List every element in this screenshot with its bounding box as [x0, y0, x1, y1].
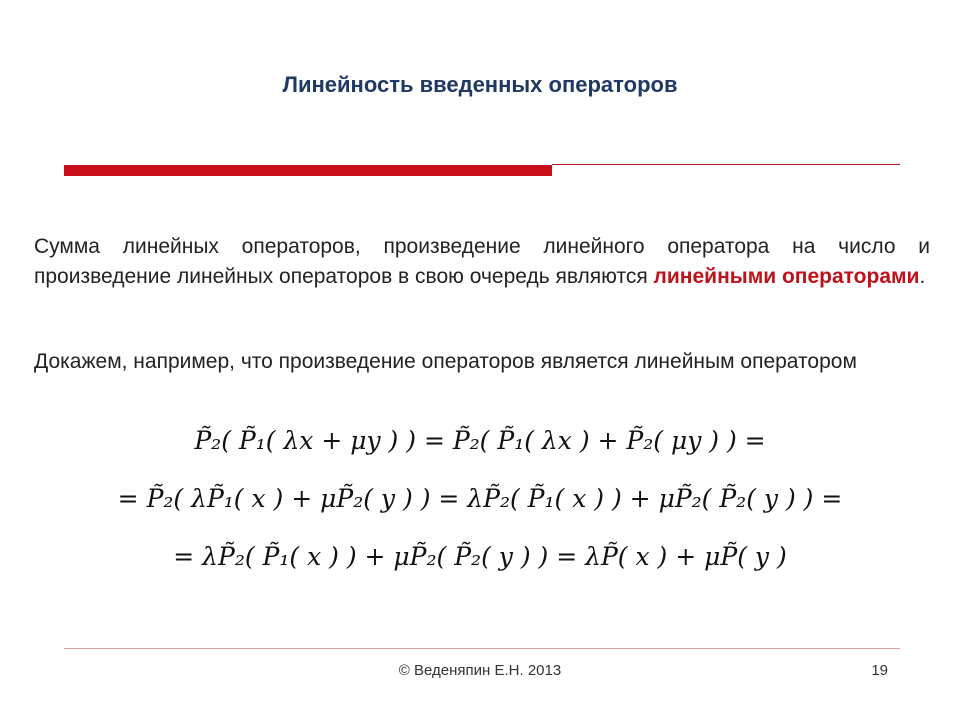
paragraph1-end: .: [919, 265, 926, 288]
title-underline-thick: [64, 165, 552, 176]
formula-line-2: = P̃₂( λP̃₁( x ) + μP̃₂( y ) ) = λP̃₂( P̃₁( x ) ) + μP̃₂( P̃₂( y ) ) =: [117, 484, 843, 513]
paragraph-linearity-statement: [34, 232, 930, 292]
page-number: 19: [871, 662, 888, 679]
highlighted-term: линейными операторами: [653, 265, 920, 288]
formula-line-1: P̃₂( P̃₁( λx + μy ) ) = P̃₂( P̃₁( λx ) + P̃₂( μy ) ) =: [194, 426, 766, 455]
paragraph1-text: Сумма линейных операторов, произведение линейного оператора на число и произведение линейных операторов в свою очередь являются: [34, 235, 930, 288]
footer-divider: [64, 648, 900, 649]
formula-line-3: = λP̃₂( P̃₁( x ) ) + μP̃₂( P̃₂( y ) ) = λP̃( x ) + μP̃( y ): [173, 542, 787, 571]
paragraph-proof-intro: Докажем, например, что произведение операторов является линейным оператором: [34, 350, 857, 373]
slide-title: Линейность введенных операторов: [282, 72, 678, 97]
footer-copyright: © Веденяпин Е.Н. 2013: [398, 662, 562, 679]
title-underline-thin: [552, 164, 900, 165]
